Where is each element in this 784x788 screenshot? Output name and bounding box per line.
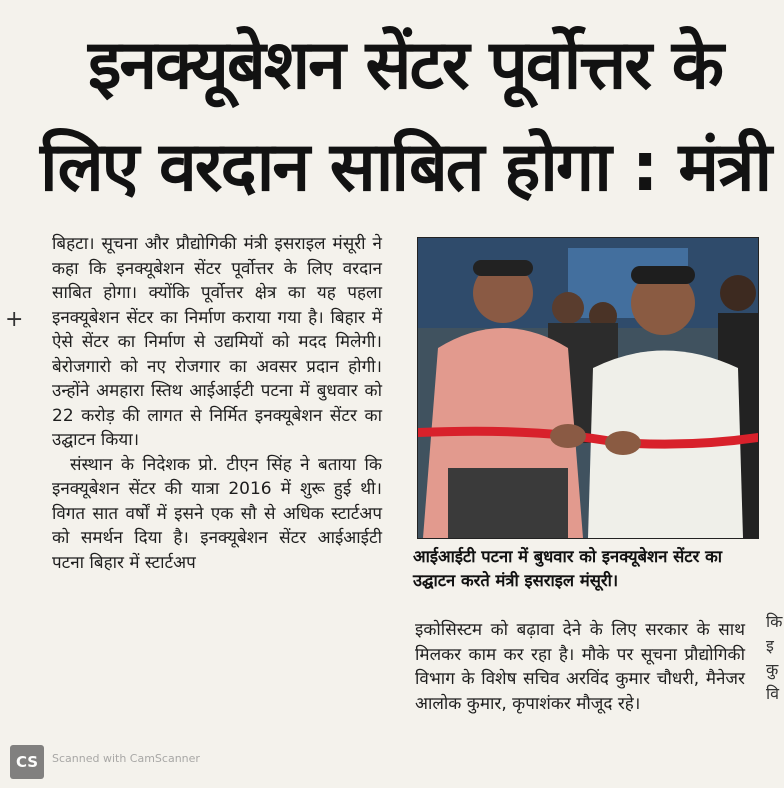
headline-line-2: लिए वरदान साबित होगा : मंत्री <box>40 128 771 207</box>
camscanner-logo-icon: CS <box>10 745 44 779</box>
news-photo <box>417 237 759 539</box>
registration-mark-icon: + <box>5 307 24 332</box>
headline-line-1: इनक्यूबेशन सेंटर पूर्वोत्तर के <box>88 26 722 105</box>
article-paragraph-2: संस्थान के निदेशक प्रो. टीएन सिंह ने बताया कि इनक्यूबेशन सेंटर की यात्रा 2016 में शुरू हुई थी। विगत सात वर्षों में इसने एक सौ से अधिक स्टार्टअप को समर्थन दिया है। इनक्यूबेशन सेंटर आईआईटी पटना बिहार में स्टार्टअप <box>52 454 382 573</box>
article-paragraph-3: इकोसिस्टम को बढ़ावा देने के लिए सरकार के साथ मिलकर काम कर रहा है। मौके पर सूचना प्रौद्योगिकी विभाग के विशेष सचिव अरविंद कुमार चौधरी, मैनेजर आलोक कुमार, कृपाशंकर मौजूद रहे। <box>415 620 745 714</box>
ribbon-cutting-photo-icon <box>418 238 758 538</box>
adjacent-column-fragment: कि इ कु वि <box>766 612 783 703</box>
article-right-column <box>415 618 745 716</box>
photo-caption <box>413 545 763 593</box>
article-paragraph-1: बिहटा। सूचना और प्रौद्योगिकी मंत्री इसराइल मंसूरी ने कहा कि इनक्यूबेशन सेंटर पूर्वोत्तर के लिए वरदान साबित होगा। क्योंकि पूर्वोत्तर क्षेत्र का यह पहला इनक्यूबेशन सेंटर का निर्माण कराया गया है। बिहार में ऐसे सेंटर का निर्माण से उद्यमियों को मदद मिलेगी। बेरोजगारो को नए रोजगार का अवसर प्रदान होगी। उन्होंने अमहारा स्तिथ आईआईटी पटना में बुधवार को 22 करोड़ की लागत से निर्मित इनक्यूबेशन सेंटर का उद्घाटन किया। <box>52 234 382 450</box>
article-left-column <box>52 232 382 575</box>
photo-caption-text: आईआईटी पटना में बुधवार को इनक्यूबेशन सेंटर का उद्घाटन करते मंत्री इसराइल मंसूरी। <box>413 547 723 590</box>
scanner-watermark: Scanned with CamScanner <box>52 752 200 765</box>
